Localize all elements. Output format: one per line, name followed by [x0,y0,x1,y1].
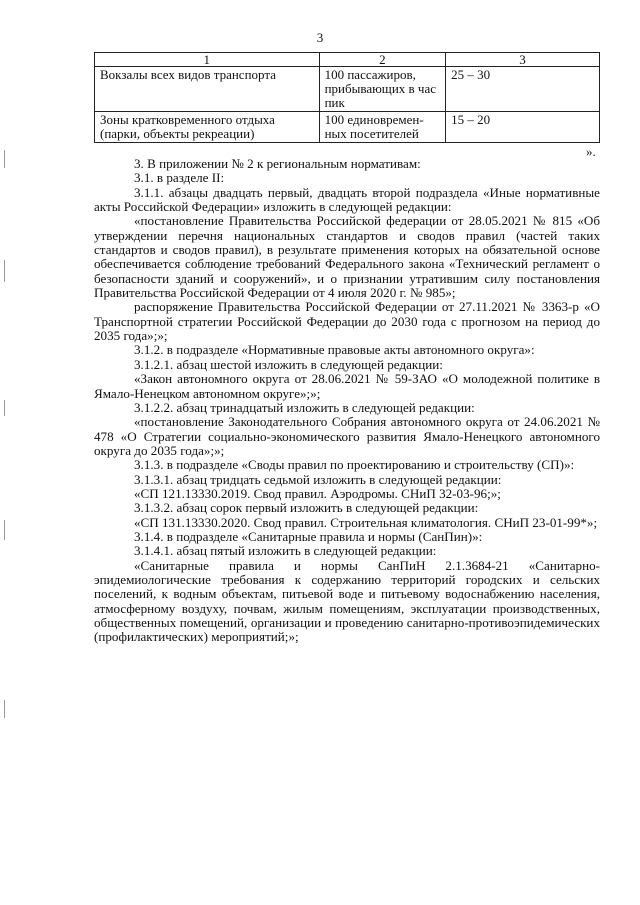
table-row [95,112,600,143]
paragraph: «Санитарные правила и нормы СанПиН 2.1.3684-21 «Санитарно-эпидемиологические требования к содержанию территорий городских и сельских поселений, к водным объектам, питьевой воде и питьевому водоснабжению населения, атмосферному воздуху, почвам, жилым помещениям, эксплуатации производственных, общественных помещений, организации и проведению санитарно-противоэпидемических (профилактических) мероприятий;»; [94,557,600,645]
table-header-row [95,53,600,67]
paragraph: 3.1.1. абзацы двадцать первый, двадцать второй подраздела «Иные нормативные акты Российской Федерации» изложить в следующей редакции: [94,184,600,215]
paragraph: 3. В приложении № 2 к региональным нормативам: [134,156,421,171]
paragraph: 3.1.4. в подразделе «Санитарные правила и нормы (СанПин)»: [134,528,483,544]
paragraph: «постановление Законодательного Собрания автономного округа от 24.06.2021 № 478 «О Стратегии социально-экономического развития Ямало-Ненецкого автономного округа до 2035 года»;»; [94,414,600,458]
table-header-cell: 2 [319,53,445,67]
table-cell-unit: 100 пассажиров, прибывающих в час пик [319,67,445,112]
paragraph: 3.1.3. в подразделе «Своды правил по проектированию и строительству (СП)»: [134,457,575,473]
paragraph: 3.1.3.1. абзац тридцать седьмой изложить в следующей редакции: [134,471,502,487]
paragraph: «СП 131.13330.2020. Свод правил. Строительная климатология. СНиП 23-01-99*»; [134,514,598,530]
paragraph: «Закон автономного округа от 28.06.2021 № 59-ЗАО «О молодежной политике в Ямало-Ненецком автономном округе»;»; [94,371,600,401]
table-header-cell: 3 [446,53,600,67]
paragraph: 3.1.2.1. абзац шестой изложить в следующей редакции: [134,356,443,372]
paragraph: распоряжение Правительства Российской Федерации от 27.11.2021 № 3363-р «О Транспортной стратегии Российской Федерации до 2030 года с прогнозом на период до 2035 года»;»; [94,299,600,344]
table-cell-unit: 100 единовремен-ных посетителей [319,112,445,143]
table-row [95,67,600,112]
paragraph: 3.1. в разделе II: [134,170,225,186]
closing-quote-mark: ». [586,144,596,159]
norms-table [94,52,600,143]
paragraph: 3.1.2.2. абзац тринадцатый изложить в следующей редакции: [134,399,475,415]
table-cell-value: 25 – 30 [446,67,600,112]
page-number: 3 [316,30,324,45]
table-header-cell: 1 [95,53,320,67]
paragraph: 3.1.3.2. абзац сорок первый изложить в следующей редакции: [134,500,479,516]
table-cell-object: Вокзалы всех видов транспорта [95,67,320,112]
paragraph: «постановление Правительства Российской федерации от 28.05.2021 № 815 «Об утверждении перечня национальных стандартов и сводов правил (частей таких стандартов и сводов правил), в результате применения которых на обязательной основе обеспечивается соблюдение требований Федерального закона «Технический регламент о безопасности зданий и сооружений», и о признании утратившим силу постановления Правительства Российской Федерации от 4 июля 2020 г. № 985»; [94,213,600,301]
paragraph: 3.1.2. в подразделе «Нормативные правовые акты автономного округа»: [134,342,535,358]
document-body [94,155,600,645]
table-cell-object: Зоны кратковременного отдыха (парки, объекты рекреации) [95,112,320,143]
paragraph: 3.1.4.1. абзац пятый изложить в следующей редакции: [134,543,437,559]
paragraph: «СП 121.13330.2019. Свод правил. Аэродромы. СНиП 32-03-96;»; [134,485,501,501]
table-cell-value: 15 – 20 [446,112,600,143]
